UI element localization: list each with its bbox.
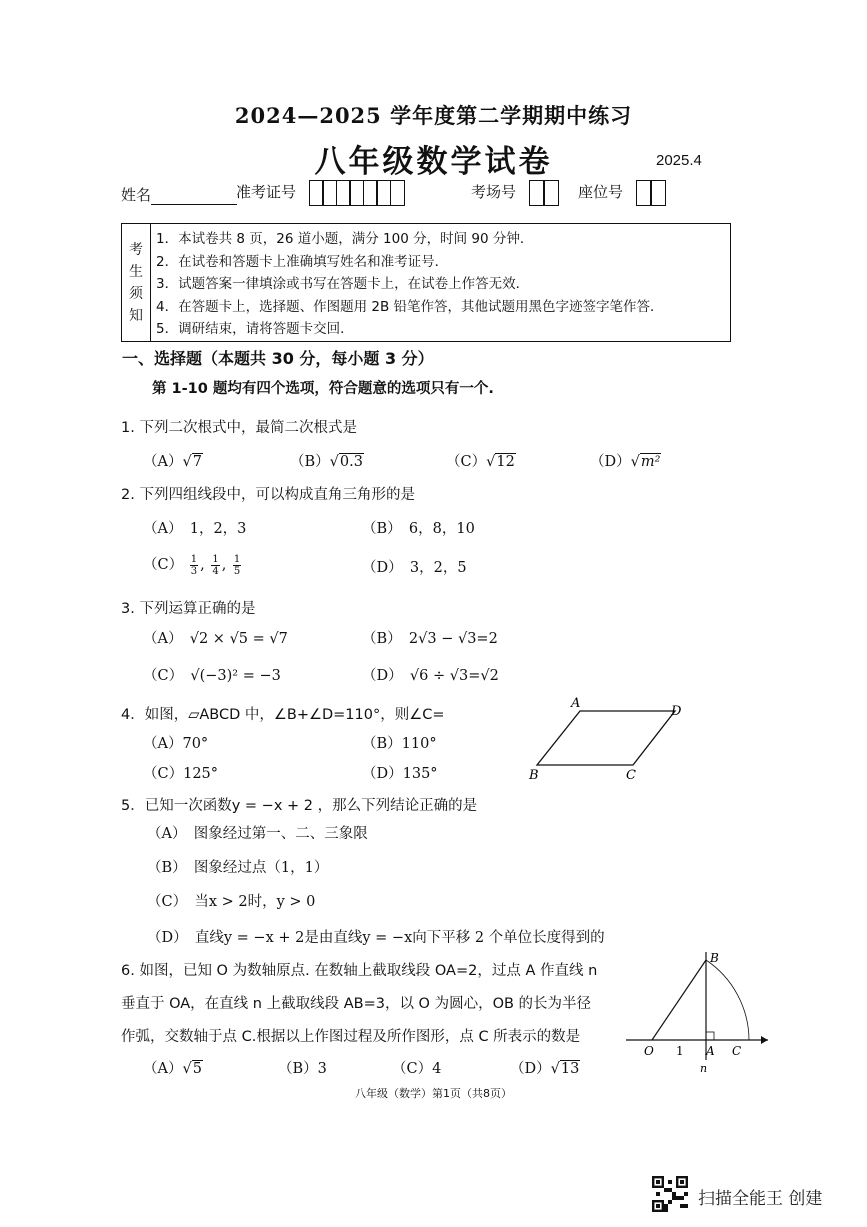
room-field[interactable] bbox=[471, 180, 558, 206]
q1-option-b: （B）√0.3 bbox=[290, 454, 363, 470]
notice-items bbox=[156, 228, 664, 341]
number-line-figure bbox=[622, 948, 772, 1076]
fig-label-o: O bbox=[644, 1044, 654, 1058]
fig-label-a: A bbox=[571, 696, 581, 711]
exam-id-label: 准考证号 bbox=[236, 183, 297, 201]
q1-stem: 1. 下列二次根式中，最简二次根式是 bbox=[121, 420, 357, 436]
exam-id-boxes[interactable] bbox=[309, 180, 404, 206]
q6-stem-line2: 垂直于 OA，在直线 n 上截取线段 AB=3，以 O 为圆心，OB 的长为半径 bbox=[121, 996, 592, 1012]
q4-option-c: （C）125° bbox=[143, 766, 219, 782]
fig-label-d: D bbox=[671, 704, 682, 719]
q5-option-a: （A） 图象经过第一、二、三象限 bbox=[147, 826, 368, 842]
q6-option-c: （C）4 bbox=[392, 1061, 442, 1077]
q3-option-a: （A） √2 × √5 = √7 bbox=[143, 631, 288, 647]
q3-option-b: （B） 2√3 − √3=2 bbox=[362, 631, 498, 647]
q2-option-d: （D） 3，2，5 bbox=[362, 560, 467, 576]
q6-option-a: （A）√5 bbox=[143, 1061, 202, 1077]
qr-code-icon bbox=[652, 1176, 688, 1212]
fig-label-a: A bbox=[706, 1044, 715, 1058]
q2-stem: 2. 下列四组线段中，可以构成直角三角形的是 bbox=[121, 487, 415, 503]
name-field[interactable] bbox=[121, 184, 237, 205]
notice-item: 5．调研结束，请将答题卡交回． bbox=[156, 321, 354, 337]
q5-option-d: （D） 直线y = −x + 2是由直线y = −x向下平移 2 个单位长度得到的 bbox=[147, 930, 605, 946]
q6-option-b: （B）3 bbox=[278, 1061, 327, 1077]
segment-ob bbox=[652, 960, 706, 1040]
arc-ob bbox=[706, 960, 749, 1040]
parallelogram-shape bbox=[537, 711, 675, 765]
section-note: 第 1-10 题均有四个选项，符合题意的选项只有一个. bbox=[152, 381, 494, 397]
q4-option-d: （D）135° bbox=[362, 766, 438, 782]
section-title: 一、选择题（本题共 30 分，每小题 3 分） bbox=[122, 349, 434, 368]
q6-stem-line3: 作弧，交数轴于点 C.根据以上作图过程及所作图形，点 C 所表示的数是 bbox=[121, 1029, 581, 1045]
q2-option-c: （C） $\frac{1}{3}$ , $\frac{1}{4}$ , $\frac{1}{5}$ bbox=[143, 553, 241, 577]
q1-option-d: （D）√m² bbox=[590, 454, 661, 470]
exam-date: 2025.4 bbox=[656, 152, 702, 169]
fig-label-1: 1 bbox=[676, 1044, 684, 1058]
fig-label-c: C bbox=[626, 768, 636, 783]
q3-stem: 3. 下列运算正确的是 bbox=[121, 601, 256, 617]
parallelogram-figure bbox=[525, 693, 695, 783]
fig-label-c: C bbox=[732, 1044, 742, 1058]
q5-stem: 5．已知一次函数y = −x + 2 ，那么下列结论正确的是 bbox=[121, 798, 478, 814]
q6-option-d: （D）√13 bbox=[510, 1061, 580, 1077]
q4-option-a: （A）70° bbox=[143, 736, 209, 752]
notice-item: 2．在试卷和答题卡上准确填写姓名和准考证号． bbox=[156, 253, 449, 270]
q2-option-b: （B） 6，8，10 bbox=[362, 521, 475, 537]
q5-option-c: （C） 当x > 2时，y > 0 bbox=[147, 894, 316, 910]
q5-option-b: （B） 图象经过点（1，1） bbox=[147, 860, 329, 876]
q4-stem: 4．如图，▱ABCD 中，∠B+∠D=110°，则∠C= bbox=[121, 707, 445, 723]
seat-boxes[interactable] bbox=[636, 180, 665, 206]
exam-title: 八年级数学试卷 bbox=[314, 144, 553, 180]
q3-option-d: （D） √6 ÷ √3=√2 bbox=[362, 668, 499, 684]
room-label: 考场号 bbox=[471, 183, 517, 201]
q1-option-a: （A）√7 bbox=[143, 454, 202, 470]
axis-arrow bbox=[761, 1036, 768, 1044]
notice-item: 4．在答题卡上，选择题、作图题用 2B 铅笔作答，其他试题用黑色字迹签字笔作答． bbox=[156, 298, 664, 315]
name-blank[interactable] bbox=[151, 188, 237, 205]
exam-id-field[interactable] bbox=[236, 180, 403, 206]
room-boxes[interactable] bbox=[529, 180, 558, 206]
right-angle-mark bbox=[706, 1032, 714, 1040]
q4-option-b: （B）110° bbox=[362, 736, 437, 752]
scanner-watermark: 扫描全能王 创建 bbox=[698, 1189, 823, 1209]
fig-label-b: B bbox=[710, 951, 719, 965]
fig-label-b: B bbox=[529, 768, 539, 783]
exam-notice-box bbox=[121, 223, 731, 342]
exam-title-line1: 2024—2025 学年度第二学期期中练习 bbox=[234, 103, 633, 128]
fig-label-n: n bbox=[700, 1062, 708, 1075]
q3-option-c: （C） √(−3)² = −3 bbox=[143, 668, 281, 684]
q1-option-c: （C）√12 bbox=[446, 454, 515, 470]
notice-item: 1．本试卷共 8 页，26 道小题，满分 100 分，时间 90 分钟． bbox=[156, 231, 534, 247]
name-label: 姓名 bbox=[121, 186, 152, 204]
seat-label: 座位号 bbox=[578, 183, 624, 201]
q6-stem-line1: 6. 如图，已知 O 为数轴原点. 在数轴上截取线段 OA=2，过点 A 作直线 n bbox=[121, 963, 598, 979]
notice-item: 3．试题答案一律填涂或书写在答题卡上，在试卷上作答无效． bbox=[156, 276, 530, 292]
page-footer: 八年级（数学）第1页（共8页） bbox=[355, 1087, 512, 1100]
notice-label: 考 生 须 知 bbox=[122, 224, 151, 341]
q2-option-a: （A） 1，2，3 bbox=[143, 521, 247, 537]
seat-field[interactable] bbox=[578, 180, 665, 206]
